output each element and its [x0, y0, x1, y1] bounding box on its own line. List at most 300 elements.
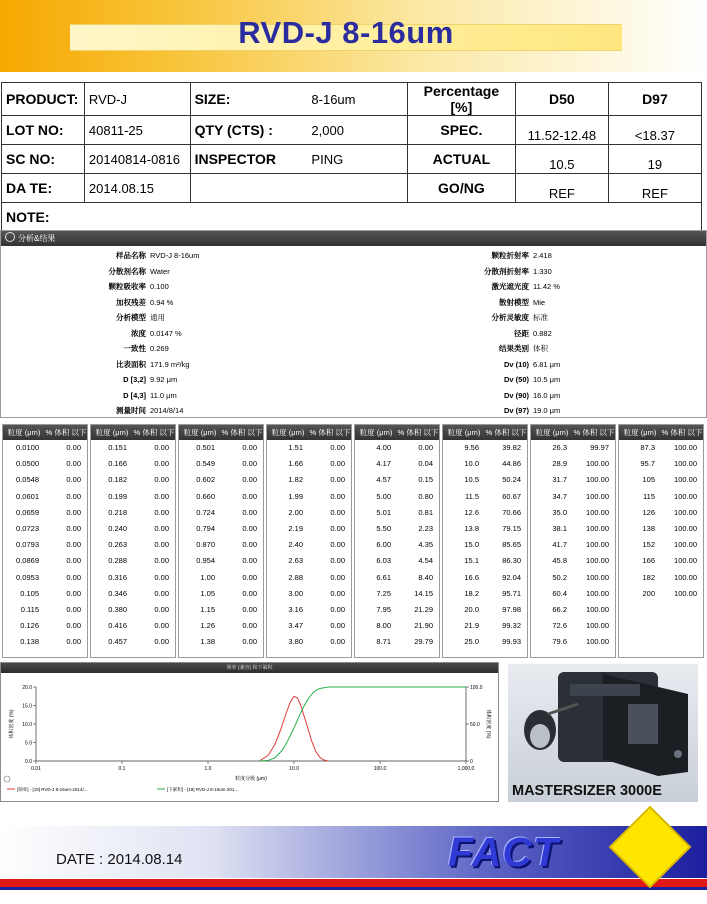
table-cell: 0.00 — [66, 604, 81, 614]
distribution-chart — [0, 662, 499, 802]
table-row — [267, 456, 351, 472]
table-cell: 0.0548 — [16, 475, 39, 485]
table-row — [531, 537, 615, 553]
table-cell: 0.00 — [66, 491, 81, 501]
table-cell: 0.00 — [330, 556, 345, 566]
analysis-left-row — [26, 372, 199, 388]
table-cell: 0.00 — [330, 637, 345, 647]
table-cell: 0.166 — [108, 459, 127, 469]
table-cell: 0.794 — [196, 523, 215, 533]
table-cell: 0.00 — [330, 604, 345, 614]
spec-d97: <18.37 — [608, 116, 701, 145]
table-row — [3, 456, 87, 472]
table-cell: 16.6 — [464, 572, 479, 582]
table-cell: 0.0723 — [16, 523, 39, 533]
table-row — [179, 618, 263, 634]
analysis-title: 分析&结果 — [18, 234, 56, 243]
table-cell: 0.549 — [196, 459, 215, 469]
product-label: PRODUCT: — [2, 83, 85, 116]
analysis-key: D [3,2] — [123, 375, 146, 384]
gong-d97: REF — [608, 174, 701, 203]
table-cell: 0.105 — [20, 588, 39, 598]
table-row — [531, 618, 615, 634]
analysis-left-row — [26, 295, 199, 311]
table-cell: 26.3 — [552, 443, 567, 452]
analysis-left-row — [26, 341, 199, 357]
instrument-photo — [508, 664, 698, 802]
analysis-key: 测量时间 — [116, 406, 146, 415]
table-cell: 0.00 — [66, 523, 81, 533]
table-row — [3, 537, 87, 553]
table-row — [531, 521, 615, 537]
table-cell: 0.724 — [196, 507, 215, 517]
d50-label: D50 — [515, 83, 608, 116]
table-row — [531, 456, 615, 472]
analysis-value: 1.330 — [533, 266, 552, 276]
table-cell: 0.346 — [108, 588, 127, 598]
table-row — [355, 521, 439, 537]
table-row — [531, 505, 615, 521]
table-row — [443, 537, 527, 553]
table-row — [3, 440, 87, 456]
x-tick-label: 10.0 — [289, 766, 299, 772]
percentage-label: Percentage [%] — [407, 83, 515, 116]
y-right-tick-label: 100.0 — [470, 685, 483, 691]
table-cell: 0.151 — [108, 443, 127, 452]
table-row — [91, 602, 175, 618]
table-row — [91, 489, 175, 505]
analysis-right-row — [451, 295, 560, 311]
analysis-value: 0.269 — [150, 344, 169, 353]
table-row — [443, 553, 527, 569]
table-cell: 20.0 — [464, 604, 479, 614]
analysis-key: 散射模型 — [499, 297, 529, 307]
mastersizer-image — [508, 664, 698, 802]
table-row — [3, 489, 87, 505]
x-axis-label: 粒度分级 (μm) — [235, 776, 267, 782]
date-value: 2014.08.15 — [84, 174, 190, 203]
analysis-left-row — [26, 403, 199, 419]
table-cell: 0.00 — [154, 523, 169, 533]
column-header: % 体积 以下 — [309, 428, 351, 437]
table-cell: 7.95 — [376, 604, 391, 614]
legend-label: [下累积] - [19] RVD-J 8-16um-201... — [167, 787, 239, 792]
analysis-value: 19.0 μm — [533, 406, 561, 415]
table-cell: 1.00 — [200, 572, 215, 582]
table-row — [267, 472, 351, 488]
table-cell: 8.40 — [418, 572, 433, 582]
table-row — [443, 456, 527, 472]
spec-d50: 11.52-12.48 — [515, 116, 608, 145]
column-header: % 体积 以下 — [221, 428, 263, 437]
column-header: % 体积 以下 — [573, 428, 615, 437]
analysis-value: 通用 — [150, 313, 165, 322]
analysis-key: Dv (10) — [503, 359, 529, 369]
table-cell: 100.00 — [586, 588, 609, 598]
table-row — [531, 586, 615, 602]
table-cell: 0.316 — [108, 572, 127, 582]
analysis-value: Water — [150, 266, 170, 276]
note-label: NOTE: — [2, 203, 702, 231]
table-cell: 0.0100 — [16, 443, 39, 452]
table-row — [91, 618, 175, 634]
analysis-left-row — [26, 326, 199, 342]
info-table — [1, 82, 702, 231]
photo-label: MASTERSIZER 3000E — [512, 783, 662, 799]
table-cell: 4.35 — [418, 540, 433, 550]
table-cell: 0.457 — [108, 637, 127, 647]
table-cell: 152 — [642, 540, 655, 550]
y-right-tick-label: 50.0 — [470, 722, 480, 728]
table-row — [355, 570, 439, 586]
analysis-key: 分析灵敏度 — [491, 313, 529, 322]
table-cell: 0.00 — [154, 637, 169, 647]
analysis-value: 2014/8/14 — [150, 406, 184, 415]
table-cell: 85.65 — [502, 540, 521, 550]
column-header: % 体积 以下 — [661, 428, 703, 437]
analysis-key: Dv (90) — [503, 390, 529, 400]
table-cell: 79.15 — [502, 523, 521, 533]
analysis-header[interactable] — [1, 231, 706, 246]
inspector-label: INSPECTOR — [190, 145, 307, 174]
table-cell: 100.00 — [674, 572, 697, 582]
table-cell: 115 — [643, 491, 655, 501]
table-cell: 0.00 — [66, 637, 81, 647]
table-cell: 100.00 — [586, 491, 609, 501]
analysis-value: 16.0 μm — [533, 390, 561, 400]
table-cell: 166 — [642, 556, 655, 566]
table-cell: 0.416 — [108, 621, 127, 631]
analysis-key: 分析模型 — [116, 313, 146, 322]
table-row — [3, 570, 87, 586]
y-right-axis-label: 体积密度 (%) — [485, 709, 491, 739]
analysis-value: 6.81 μm — [533, 359, 561, 369]
table-row — [443, 586, 527, 602]
table-cell: 29.79 — [414, 637, 433, 647]
table-cell: 5.00 — [376, 491, 391, 501]
column-header: % 体积 以下 — [485, 428, 527, 437]
analysis-left-row — [26, 264, 199, 280]
table-cell: 0.0953 — [16, 572, 39, 582]
analysis-key: 比表面积 — [116, 359, 146, 369]
empty-cell — [190, 174, 407, 203]
table-row — [619, 440, 703, 456]
table-cell: 12.6 — [464, 507, 479, 517]
table-cell: 0.00 — [242, 523, 257, 533]
table-cell: 0.00 — [330, 459, 345, 469]
distribution-table-header — [619, 425, 703, 440]
table-row — [355, 553, 439, 569]
table-cell: 5.50 — [376, 523, 391, 533]
table-cell: 0.288 — [108, 556, 127, 566]
table-cell: 0.00 — [242, 443, 257, 452]
qty-label: QTY (CTS) : — [190, 116, 307, 145]
table-cell: 39.82 — [502, 443, 521, 452]
table-cell: 21.90 — [414, 621, 433, 631]
table-cell: 0.00 — [66, 572, 81, 582]
table-cell: 1.66 — [288, 459, 303, 469]
table-row — [179, 456, 263, 472]
column-header: % 体积 以下 — [45, 428, 87, 437]
table-cell: 0.00 — [242, 556, 257, 566]
table-row — [443, 570, 527, 586]
series-line-cumulative — [260, 687, 466, 761]
analysis-value: 11.42 % — [533, 282, 560, 291]
table-row — [267, 489, 351, 505]
y-left-tick-label: 0.0 — [25, 759, 32, 765]
table-cell: 0.126 — [20, 621, 39, 631]
table-row — [619, 456, 703, 472]
table-row — [355, 634, 439, 650]
table-cell: 0.00 — [154, 507, 169, 517]
table-cell: 0.00 — [154, 540, 169, 550]
table-cell: 0.00 — [66, 540, 81, 550]
footer-red-stripe — [0, 879, 707, 887]
analysis-key: 浓度 — [131, 328, 146, 338]
table-row — [179, 440, 263, 456]
analysis-left-row — [26, 388, 199, 404]
table-row — [179, 602, 263, 618]
analysis-right-row — [451, 341, 560, 357]
column-header: 粒度 (μm) — [7, 428, 41, 437]
table-row — [531, 440, 615, 456]
table-cell: 0.00 — [330, 491, 345, 501]
analysis-value: 标准 — [533, 313, 548, 322]
column-header: % 体积 以下 — [397, 428, 439, 437]
lot-value: 40811-25 — [84, 116, 190, 145]
table-cell: 0.81 — [418, 507, 433, 517]
analysis-right-row — [451, 388, 560, 404]
analysis-panel — [0, 230, 707, 418]
table-cell: 0.263 — [108, 540, 127, 550]
analysis-value: Mie — [533, 297, 546, 307]
table-row — [619, 489, 703, 505]
table-row — [619, 472, 703, 488]
table-cell: 70.66 — [502, 507, 521, 517]
table-row — [267, 602, 351, 618]
table-cell: 0.00 — [330, 621, 345, 631]
analysis-key: 一致性 — [123, 344, 146, 353]
table-cell: 0.04 — [418, 459, 433, 469]
table-row — [355, 489, 439, 505]
analysis-key: 激光遮光度 — [491, 282, 529, 291]
table-row — [355, 618, 439, 634]
table-cell: 4.54 — [418, 556, 433, 566]
table-cell: 66.2 — [552, 604, 567, 614]
table-row — [619, 537, 703, 553]
table-cell: 0.00 — [154, 572, 169, 582]
table-cell: 0.00 — [154, 491, 169, 501]
table-row — [267, 537, 351, 553]
table-row — [267, 553, 351, 569]
table-cell: 0.380 — [108, 604, 127, 614]
table-cell: 0.00 — [330, 475, 345, 485]
table-cell: 38.1 — [552, 523, 567, 533]
table-cell: 21.9 — [464, 621, 479, 631]
table-row — [443, 440, 527, 456]
table-cell: 92.04 — [502, 572, 521, 582]
table-cell: 21.29 — [414, 604, 433, 614]
table-row — [619, 553, 703, 569]
analysis-right-row — [451, 326, 560, 342]
analysis-key: 分散剂折射率 — [484, 266, 529, 276]
table-cell: 3.80 — [288, 637, 303, 647]
table-row — [179, 521, 263, 537]
table-cell: 1.15 — [200, 604, 215, 614]
analysis-right-row — [451, 372, 560, 388]
column-header: % 体积 以下 — [133, 428, 175, 437]
diamond-logo-icon — [608, 805, 692, 889]
table-cell: 79.6 — [552, 637, 567, 647]
distribution-table — [442, 424, 528, 658]
footer-date: DATE : 2014.08.14 — [56, 851, 183, 868]
table-cell: 50.2 — [552, 572, 567, 582]
analysis-value: 2.418 — [533, 251, 552, 260]
table-cell: 10.0 — [464, 459, 479, 469]
table-cell: 0.602 — [196, 475, 215, 485]
table-cell: 100.00 — [586, 540, 609, 550]
distribution-table-header — [443, 425, 527, 440]
distribution-table-header — [91, 425, 175, 440]
table-cell: 95.7 — [640, 459, 655, 469]
table-cell: 0.00 — [154, 443, 169, 452]
table-cell: 44.86 — [502, 459, 521, 469]
table-row — [531, 602, 615, 618]
table-row — [91, 570, 175, 586]
table-cell: 50.24 — [502, 475, 521, 485]
analysis-right-list — [451, 248, 560, 419]
table-cell: 0.00 — [330, 443, 345, 452]
table-cell: 0.182 — [108, 475, 127, 485]
column-header: 粒度 (μm) — [95, 428, 129, 437]
table-cell: 0.00 — [66, 475, 81, 485]
table-cell: 4.00 — [376, 443, 391, 452]
table-row — [3, 618, 87, 634]
date-label: DA TE: — [2, 174, 85, 203]
sc-value: 20140814-0816 — [84, 145, 190, 174]
table-cell: 0.00 — [242, 507, 257, 517]
table-row — [91, 586, 175, 602]
table-cell: 97.98 — [502, 604, 521, 614]
table-cell: 0.00 — [418, 443, 433, 452]
table-cell: 0.240 — [108, 523, 127, 533]
table-row — [355, 537, 439, 553]
table-row — [355, 440, 439, 456]
table-row — [267, 618, 351, 634]
table-cell: 100.00 — [674, 507, 697, 517]
d97-label: D97 — [608, 83, 701, 116]
distribution-table-header — [531, 425, 615, 440]
table-row — [355, 456, 439, 472]
x-tick-label: 1,000.0 — [457, 766, 475, 772]
table-row — [267, 505, 351, 521]
table-row — [3, 553, 87, 569]
table-cell: 60.4 — [552, 588, 567, 598]
table-cell: 100.00 — [586, 475, 609, 485]
table-cell: 1.05 — [200, 588, 215, 598]
table-cell: 18.2 — [464, 588, 479, 598]
distribution-table — [354, 424, 440, 658]
collapse-icon[interactable] — [5, 232, 15, 242]
table-cell: 0.00 — [330, 523, 345, 533]
table-cell: 0.00 — [242, 621, 257, 631]
y-right-tick-label: 0 — [470, 759, 473, 765]
table-cell: 0.0869 — [16, 556, 39, 566]
distribution-table-header — [179, 425, 263, 440]
table-cell: 99.32 — [502, 621, 521, 631]
table-cell: 28.9 — [552, 459, 567, 469]
table-row — [443, 521, 527, 537]
table-cell: 0.0793 — [16, 540, 39, 550]
table-cell: 138 — [642, 523, 655, 533]
qty-value: 2,000 — [307, 116, 407, 145]
table-cell: 15.1 — [464, 556, 479, 566]
table-cell: 0.00 — [242, 459, 257, 469]
table-cell: 2.19 — [288, 523, 303, 533]
table-cell: 45.8 — [552, 556, 567, 566]
column-header: 粒度 (μm) — [447, 428, 481, 437]
y-left-tick-label: 15.0 — [22, 703, 32, 710]
distribution-table-header — [355, 425, 439, 440]
table-row — [3, 634, 87, 650]
table-cell: 0.00 — [154, 588, 169, 598]
size-value: 8-16um — [307, 83, 407, 116]
table-cell: 0.00 — [242, 637, 257, 647]
table-cell: 35.0 — [552, 507, 567, 517]
analysis-value: 171.9 m²/kg — [150, 359, 190, 369]
table-row — [91, 521, 175, 537]
lot-label: LOT NO: — [2, 116, 85, 145]
analysis-key: Dv (50) — [503, 375, 529, 384]
table-cell: 100.00 — [674, 540, 697, 550]
table-cell: 41.7 — [552, 540, 567, 550]
analysis-key: 径距 — [514, 328, 529, 338]
y-left-tick-label: 20.0 — [22, 685, 32, 691]
table-cell: 100.00 — [586, 523, 609, 533]
table-cell: 100.00 — [674, 588, 697, 598]
analysis-value: 0.0147 % — [150, 328, 182, 338]
table-cell: 126 — [642, 507, 655, 517]
table-cell: 0.00 — [66, 459, 81, 469]
gong-label: GO/NG — [407, 174, 515, 203]
y-left-tick-label: 10.0 — [22, 722, 32, 728]
column-header: 粒度 (μm) — [623, 428, 657, 437]
table-cell: 0.00 — [242, 604, 257, 614]
table-row — [91, 505, 175, 521]
table-row — [179, 489, 263, 505]
table-cell: 1.51 — [288, 443, 303, 452]
table-cell: 87.3 — [640, 443, 655, 452]
chart-header: 频率 (兼容) 和下累积 — [1, 663, 498, 673]
sc-label: SC NO: — [2, 145, 85, 174]
table-cell: 0.00 — [66, 588, 81, 598]
table-cell: 34.7 — [552, 491, 567, 501]
analysis-key: Dv (97) — [503, 406, 529, 415]
table-cell: 0.80 — [418, 491, 433, 501]
table-cell: 0.00 — [242, 475, 257, 485]
table-cell: 0.00 — [154, 475, 169, 485]
table-row — [619, 586, 703, 602]
analysis-left-list — [26, 248, 199, 419]
table-row — [443, 618, 527, 634]
table-cell: 3.47 — [288, 621, 303, 631]
table-row — [619, 570, 703, 586]
table-row — [3, 505, 87, 521]
table-row — [619, 505, 703, 521]
table-cell: 0.199 — [108, 491, 127, 501]
table-cell: 0.138 — [20, 637, 39, 647]
analysis-key: 结果类别 — [499, 344, 529, 353]
